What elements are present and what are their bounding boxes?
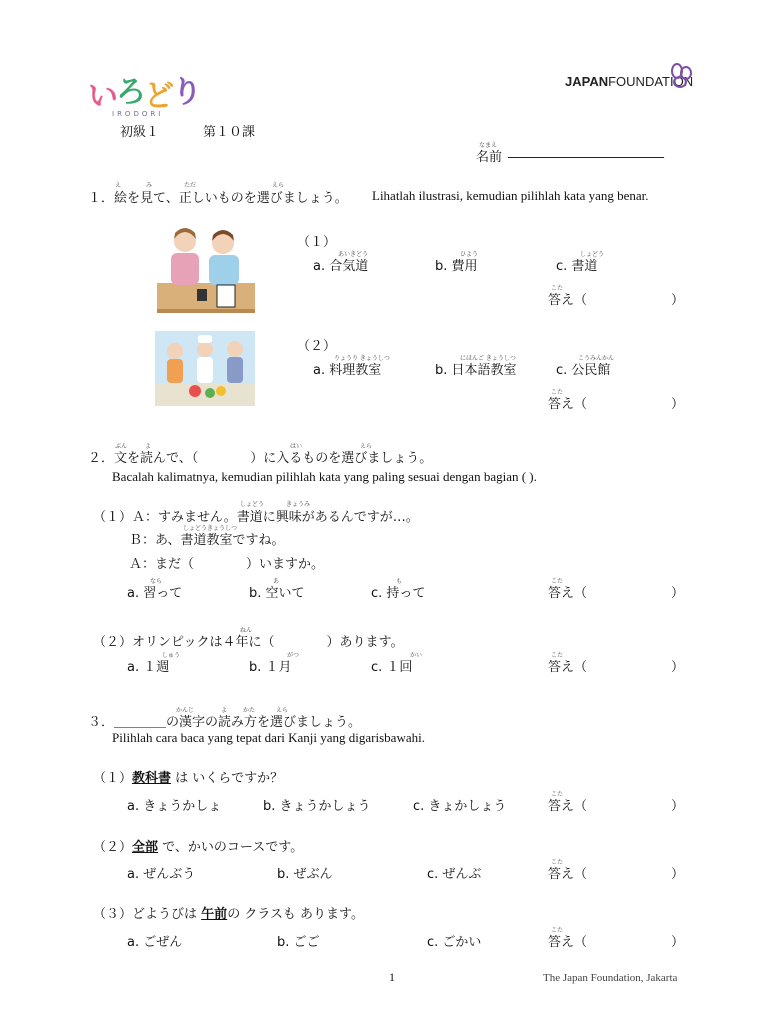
section2-title: ２．文を読んで、（ ）に入るものを選びましょう。 [88,451,433,466]
q3-1-option-c[interactable]: c. きょかしょう [413,799,507,814]
svg-text:ど: ど [144,79,174,114]
flower-icon [668,62,694,90]
q2-1-option-a[interactable]: a. 習って [127,586,183,601]
q2-1-line-a: （１）Ａ：すみません。書道に興味があるんですが…。 [93,510,419,525]
japan-foundation-logo: JAPANFOUNDATION [565,74,694,89]
q2-2-option-b[interactable]: b. １月 [249,660,292,675]
q2-2-option-a[interactable]: a. １週 [127,660,170,675]
q3-2-answer[interactable]: 答え（ [548,867,588,882]
lesson-label: 第１０課 [203,125,256,140]
page-number: 1 [389,970,395,984]
q3-2-option-b[interactable]: b. ぜぶん [277,867,333,882]
q2-2-option-c[interactable]: c. １回 [371,660,413,675]
section1-title-id: Lihatlah ilustrasi, kemudian pilihlah kata yang benar. [372,188,649,203]
logo-roman: IRODORI [112,110,164,118]
q3-3-kanji: 午前 [201,907,228,922]
q2-1-option-c[interactable]: c. 持って [371,586,426,601]
section2-title-id: Bacalah kalimatnya, kemudian pilihlah kata yang paling sesuai dengan bagian ( ). [112,469,537,484]
section3-title-id: Pilihlah cara baca yang tepat dari Kanji yang digarisbawahi. [112,730,425,745]
q2-1-line-c: Ａ：まだ（ ）いますか。 [129,557,325,572]
q3-3-answer[interactable]: 答え（ [548,935,588,950]
cooking-class-illustration [155,331,255,406]
q3-2-kanji: 全部 [132,840,159,855]
q3-3-option-b[interactable]: b. ごご [277,935,320,950]
q3-2-option-a[interactable]: a. ぜんぶう [127,867,196,882]
q1-1-option-a[interactable]: a. 合気道 [313,259,369,274]
svg-text:ろ: ろ [116,75,146,110]
q3-1-option-b[interactable]: b. きょうかしょう [263,799,371,814]
q1-2-option-c[interactable]: c. 公民館 [556,363,611,378]
q1-2-option-a[interactable]: a. 料理教室 [313,363,382,378]
svg-text:い: い [88,79,118,114]
q1-2-number: （２） [297,339,337,354]
name-label: 名前 [476,150,503,165]
q3-1-kanji: 教科書 [132,771,172,786]
footer-credit: The Japan Foundation, Jakarta [543,972,678,984]
q2-2-line: （２）オリンピックは４年に（ ）あります。 [93,635,404,650]
q2-1-answer[interactable]: 答え（ [548,586,588,601]
q1-1-option-b[interactable]: b. 費用 [435,259,478,274]
q3-3-option-c[interactable]: c. ごかい [427,935,482,950]
q1-2-answer[interactable]: 答え（ [548,397,588,412]
section3-title: ３．＿＿＿＿の漢字の読み方を選びましょう。 [88,715,362,730]
name-ruby: なまえ [479,142,498,149]
q3-3-option-a[interactable]: a. ごぜん [127,935,183,950]
q2-1-line-b: Ｂ：あ、書道教室ですね。 [129,533,285,548]
name-field[interactable]: ________________________ [508,144,664,159]
q3-2-line: （２）全部 で、かいのコースです。 [93,840,304,855]
calligraphy-illustration [157,223,255,313]
q3-2-option-c[interactable]: c. ぜんぶ [427,867,482,882]
q3-1-line: （１）教科書 は いくらですか？ [93,771,284,786]
q3-1-option-a[interactable]: a. きょうかしょ [127,799,222,814]
section1-title: １．絵を見て、正しいものを選びましょう。 [88,191,348,206]
level-label: 初級１ [120,125,160,140]
q2-1-option-b[interactable]: b. 空いて [249,586,305,601]
q1-1-option-c[interactable]: c. 書道 [556,259,598,274]
q1-1-answer[interactable]: 答え（ [548,293,588,308]
q3-1-answer[interactable]: 答え（ [548,799,588,814]
svg-text:り: り [172,75,202,110]
irodori-logo [88,72,208,112]
q2-2-answer[interactable]: 答え（ [548,660,588,675]
q3-3-line: （３）どようびは 午前の クラスも あります。 [93,907,365,922]
q1-1-number: （１） [297,235,337,250]
q1-2-option-b[interactable]: b. 日本語教室 [435,363,517,378]
